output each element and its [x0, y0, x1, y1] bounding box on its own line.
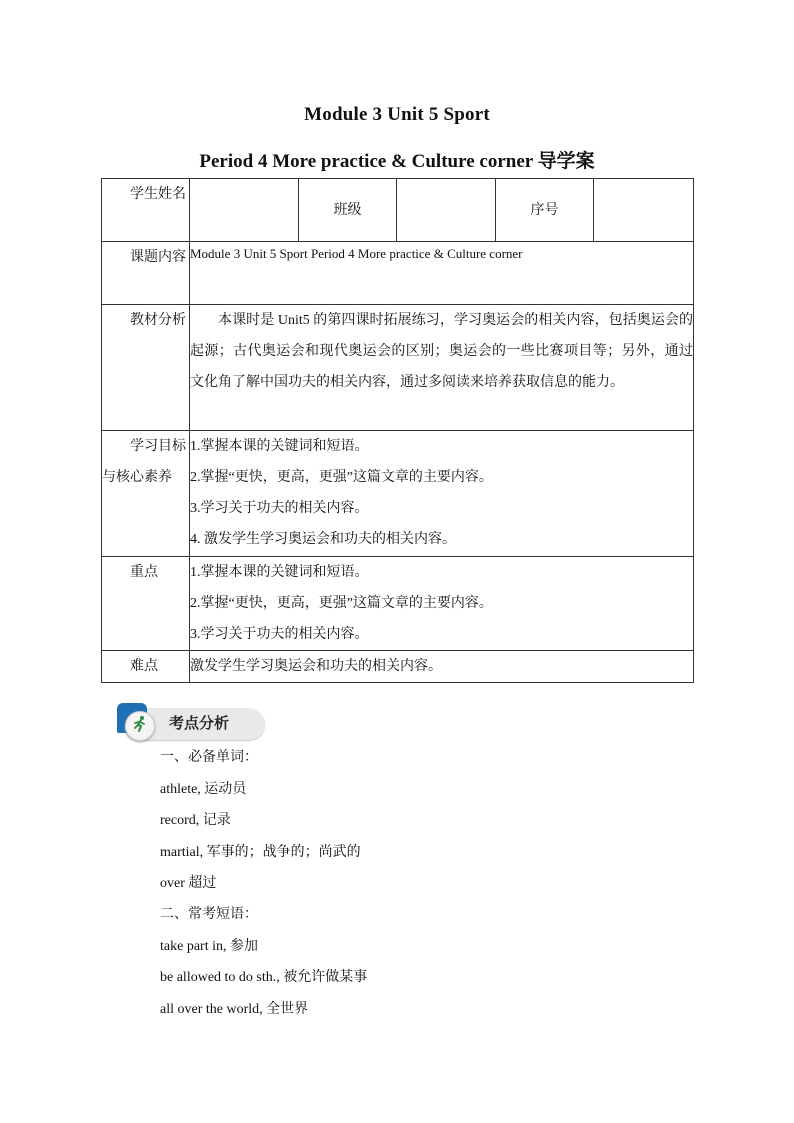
analysis-label: 教材分析: [102, 305, 190, 431]
analysis-content: 本课时是 Unit5 的第四课时拓展练习，学习奥运会的相关内容，包括奥运会的起源；古代奥运会和现代奥运会的区别；奥运会的一些比赛项目等；另外，通过文化角了解中国功夫的相关内容，通过多阅读来培养获取信息的能力。: [190, 305, 694, 431]
seat-number-field: [594, 179, 694, 242]
list-item: take part in, 参加: [160, 939, 258, 954]
list-item: 2.掌握“更快，更高，更强”这篇文章的主要内容。: [190, 470, 493, 485]
key-points-label: 重点: [102, 557, 190, 651]
table-row-key-points: [102, 557, 694, 651]
student-name-label: 学生姓名: [102, 179, 190, 242]
table-row-topic: [102, 242, 694, 305]
list-item: over 超过: [160, 876, 217, 891]
section-heading: 二、常考短语：: [160, 907, 258, 922]
seat-number-label: 序号: [496, 179, 594, 242]
section-badge: [117, 703, 267, 743]
objectives-label: 学习目标与核心素养: [102, 431, 190, 557]
difficulty-content: 激发学生学习奥运会和功夫的相关内容。: [190, 651, 694, 683]
list-item: athlete, 运动员: [160, 782, 247, 797]
lesson-info-table: [101, 178, 694, 683]
section-heading: 一、必备单词：: [160, 750, 258, 765]
list-item: 3.学习关于功夫的相关内容。: [190, 501, 369, 516]
list-item: 1.掌握本课的关键词和短语。: [190, 565, 369, 580]
list-item: record, 记录: [160, 813, 231, 828]
document-title: Module 3 Unit 5 Sport: [304, 104, 490, 125]
objectives-list: [190, 431, 694, 557]
topic-content: Module 3 Unit 5 Sport Period 4 More practice & Culture corner: [190, 242, 694, 305]
section-title: 考点分析: [169, 714, 230, 732]
list-item: 3.学习关于功夫的相关内容。: [190, 627, 369, 642]
topic-label: 课题内容: [102, 242, 190, 305]
table-row-objectives: [102, 431, 694, 557]
student-name-field: [190, 179, 299, 242]
runner-icon: [132, 715, 148, 733]
key-points-list: [190, 557, 694, 651]
list-item: 4. 激发学生学习奥运会和功夫的相关内容。: [190, 532, 456, 547]
list-item: be allowed to do sth., 被允许做某事: [160, 970, 368, 985]
table-row-student: [102, 179, 694, 242]
difficulty-label: 难点: [102, 651, 190, 683]
table-row-difficulty: [102, 651, 694, 683]
class-field: [397, 179, 496, 242]
class-label: 班级: [299, 179, 397, 242]
table-row-analysis: [102, 305, 694, 431]
list-item: martial, 军事的；战争的；尚武的: [160, 845, 361, 860]
list-item: all over the world, 全世界: [160, 1002, 309, 1017]
list-item: 1.掌握本课的关键词和短语。: [190, 439, 369, 454]
list-item: 2.掌握“更快，更高，更强”这篇文章的主要内容。: [190, 596, 493, 611]
document-subtitle: Period 4 More practice & Culture corner 导学案: [199, 151, 595, 172]
